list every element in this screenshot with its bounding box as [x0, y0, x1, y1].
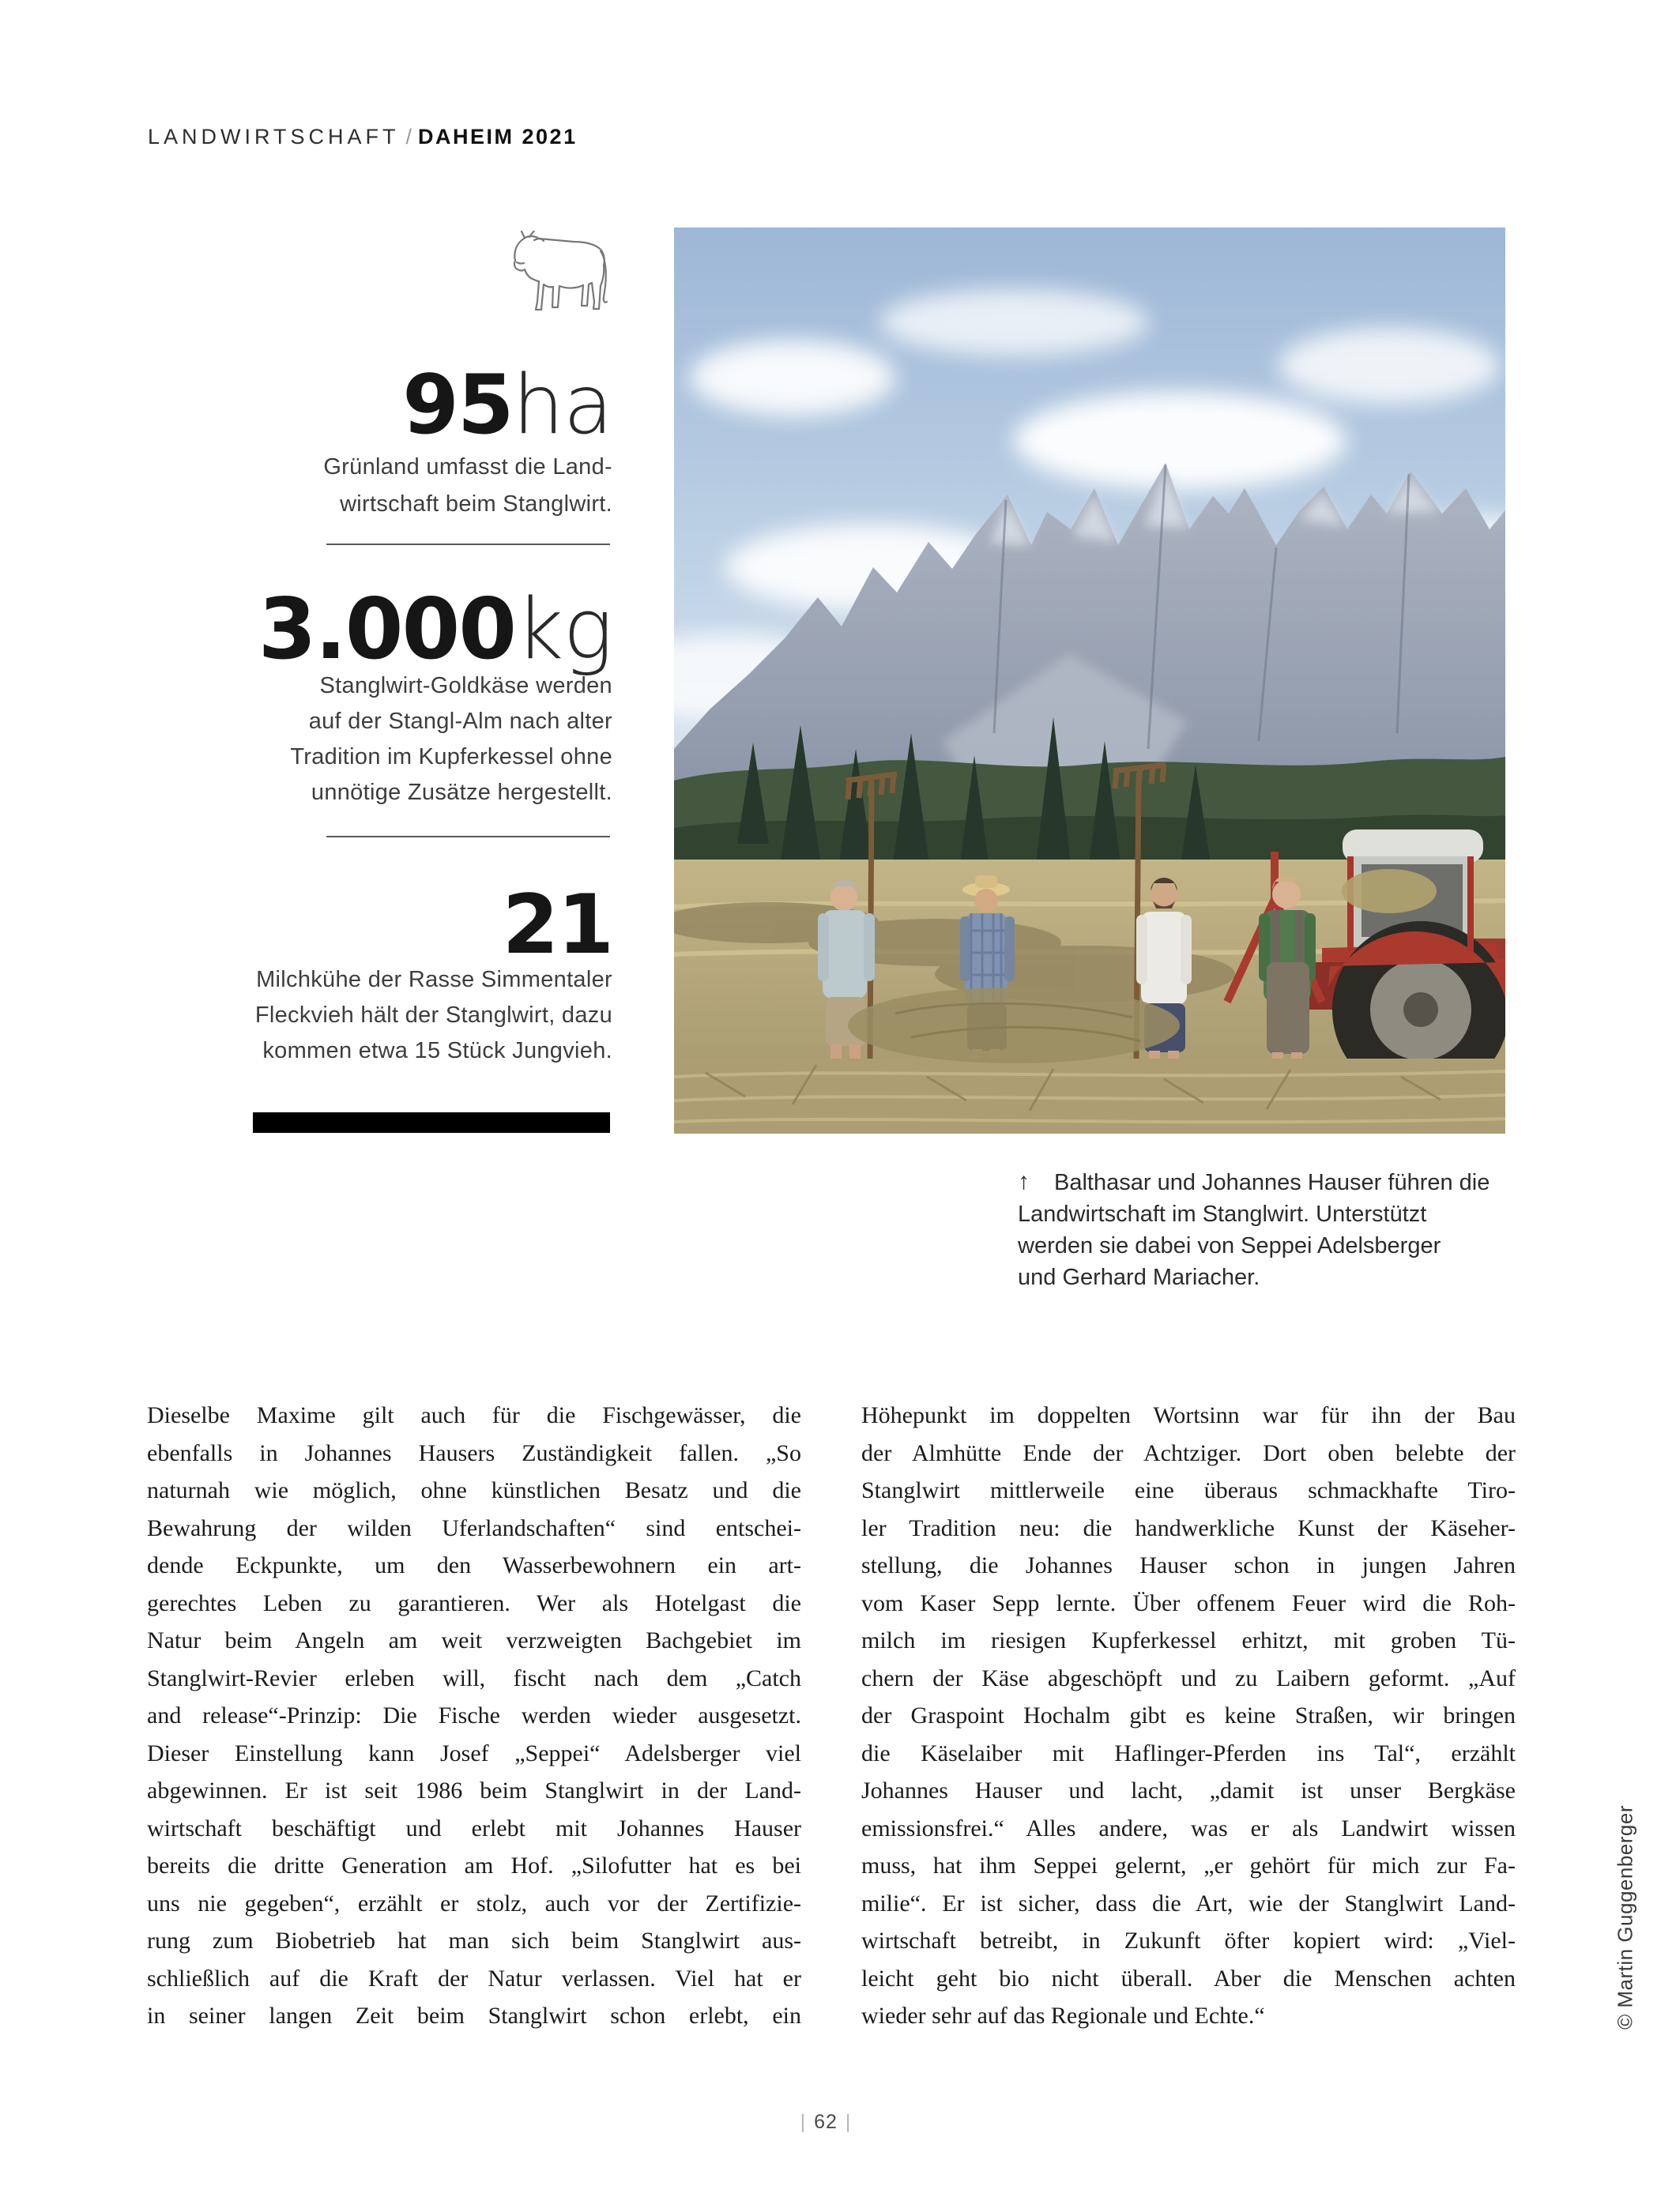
stat-caption-line: Milchkühe der Rasse Simmentaler — [256, 967, 612, 992]
stat-caption-line: unnötige Zusätze hergestellt. — [311, 780, 612, 805]
article-line: naturnah wie möglich, ohne künstlichen Besatz und die — [147, 1477, 801, 1503]
article-column-left — [147, 1397, 801, 2035]
article-line: milie“. Er ist sicher, dass die Art, wie der Stanglwirt Land- — [861, 1890, 1516, 1917]
kicker-issue: DAHEIM 2021 — [418, 125, 578, 149]
stat-3000-number: 3.000 — [258, 581, 515, 678]
article-line: dende Eckpunkte, um den Wasserbewohnern ein art- — [147, 1552, 801, 1578]
article-line: leicht geht bio nicht überall. Aber die Menschen achten — [861, 1965, 1516, 1992]
photo-credit: © Martin Guggenberger — [1613, 1804, 1637, 2030]
article-line: milch im riesigen Kupferkessel erhitzt, mit groben Tü- — [861, 1627, 1516, 1653]
kicker-section: LANDWIRTSCHAFT — [148, 125, 400, 149]
article-line: wirtschaft betreibt, in Zukunft öfter kopiert wird: „Viel- — [861, 1928, 1516, 1954]
stat-value-95ha — [402, 358, 612, 453]
article-line: der Almhütte Ende der Achtziger. Dort oben belebte der — [861, 1439, 1516, 1466]
stat-95-unit: ha — [512, 358, 612, 453]
stat-caption-line: Fleckvieh hält der Stanglwirt, dazu — [254, 1003, 612, 1028]
farm-photo — [674, 228, 1505, 1134]
article-line: stellung, die Johannes Hauser schon in jungen Jahren — [861, 1552, 1516, 1578]
stat-3000-unit: kg — [515, 581, 612, 678]
stat-caption-3000kg — [122, 668, 612, 811]
divider-rule — [326, 544, 610, 545]
photo-caption-line: und Gerhard Mariacher. — [1018, 1265, 1260, 1290]
photo-caption-line: Landwirtschaft im Stanglwirt. Unterstützt — [1018, 1202, 1427, 1227]
article-line: vom Kaser Sepp lernte. Über offenem Feuer wird die Roh- — [861, 1589, 1516, 1616]
article-line: Stanglwirt-Revier erleben will, fischt nach dem „Catch — [147, 1665, 801, 1691]
article-line: Stanglwirt mittlerweile eine überaus schmackhafte Tiro- — [861, 1477, 1516, 1503]
article-line: die Käselaiber mit Haflinger-Pferden ins Tal“, erzählt — [861, 1740, 1516, 1766]
article-line: emissionsfrei.“ Alles andere, was er als Landwirt wissen — [861, 1815, 1516, 1841]
article-line: wieder sehr auf das Regionale und Echte.“ — [861, 2003, 1265, 2029]
photo-caption-line: werden sie dabei von Seppei Adelsberger — [1018, 1233, 1441, 1258]
photo-caption — [1018, 1167, 1531, 1293]
article-line: uns nie gegeben“, erzählt er stolz, auch vor der Zertifizie- — [147, 1890, 801, 1917]
stat-caption-line: auf der Stangl-Alm nach alter — [308, 709, 612, 734]
article-line: bereits die dritte Generation am Hof. „Silofutter hat es bei — [147, 1853, 801, 1879]
article-line: der Graspoint Hochalm gibt es keine Straßen, wir bringen — [861, 1702, 1516, 1729]
article-line: gerechtes Leben zu garantieren. Wer als Hotelgast die — [147, 1589, 801, 1616]
page-kicker — [148, 123, 578, 150]
stat-caption-line: wirtschaft beim Stanglwirt. — [340, 491, 612, 517]
stat-caption-line: Grünland umfasst die Land- — [323, 454, 612, 480]
cow-icon — [498, 231, 616, 319]
article-line: Dieselbe Maxime gilt auch für die Fischgewässer, die — [147, 1402, 801, 1428]
divider-rule — [326, 836, 610, 837]
stat-95-number: 95 — [402, 358, 513, 453]
article-line: Höhepunkt im doppelten Wortsinn war für ihn der Bau — [861, 1402, 1516, 1428]
article-line: rung zum Biobetrieb hat man sich beim Stanglwirt aus- — [147, 1928, 801, 1954]
stat-caption-line: Stanglwirt-Goldkäse werden — [319, 673, 612, 698]
article-line: wirtschaft beschäftigt und erlebt mit Johannes Hauser — [147, 1815, 801, 1841]
page-number — [0, 2111, 1652, 2134]
stat-caption-21 — [122, 962, 612, 1069]
article-line: abgewinnen. Er ist seit 1986 beim Stanglwirt in der Land- — [147, 1778, 801, 1804]
article-line: ebenfalls in Johannes Hausers Zuständigkeit fallen. „So — [147, 1439, 801, 1466]
photo-caption-line: Balthasar und Johannes Hauser führen die — [1054, 1170, 1490, 1195]
article-line: Johannes Hauser und lacht, „damit ist unser Bergkäse — [861, 1778, 1516, 1804]
stat-value-3000kg — [258, 581, 612, 678]
article-line: muss, hat ihm Seppei gelernt, „er gehört für mich zur Fa- — [861, 1853, 1516, 1879]
stat-caption-95ha — [122, 449, 612, 523]
up-arrow-icon: ↑ — [1018, 1168, 1030, 1194]
article-line: and release“-Prinzip: Die Fische werden wieder ausgesetzt. — [147, 1702, 801, 1729]
page-number-bar-right: | — [845, 2111, 852, 2133]
article-column-right — [861, 1397, 1516, 2035]
article-line: schließlich auf die Kraft der Natur verlassen. Viel hat er — [147, 1965, 801, 1992]
article-line: in seiner langen Zeit beim Stanglwirt schon erlebt, ein — [147, 2003, 801, 2029]
page-number-bar-left: | — [800, 2111, 807, 2133]
photo-caption-lines — [1018, 1167, 1531, 1293]
stat-21-number: 21 — [502, 878, 612, 972]
article-line: Natur beim Angeln am weit verzweigten Bachgebiet im — [147, 1627, 801, 1653]
page-number-value: 62 — [814, 2111, 838, 2133]
article-line: ler Tradition neu: die handwerkliche Kunst der Käseher- — [861, 1514, 1516, 1541]
stat-value-21 — [502, 878, 612, 972]
article-line: Bewahrung der wilden Uferlandschaften“ sind entschei- — [147, 1514, 801, 1541]
stat-caption-line: Tradition im Kupferkessel ohne — [290, 744, 612, 769]
article-line: Dieser Einstellung kann Josef „Seppei“ Adelsberger viel — [147, 1740, 801, 1766]
kicker-separator: / — [405, 125, 412, 149]
thick-black-bar — [253, 1112, 610, 1133]
stat-caption-line: kommen etwa 15 Stück Jungvieh. — [262, 1038, 612, 1063]
article-line: chern der Käse abgeschöpft und zu Laibern geformt. „Auf — [861, 1665, 1516, 1691]
